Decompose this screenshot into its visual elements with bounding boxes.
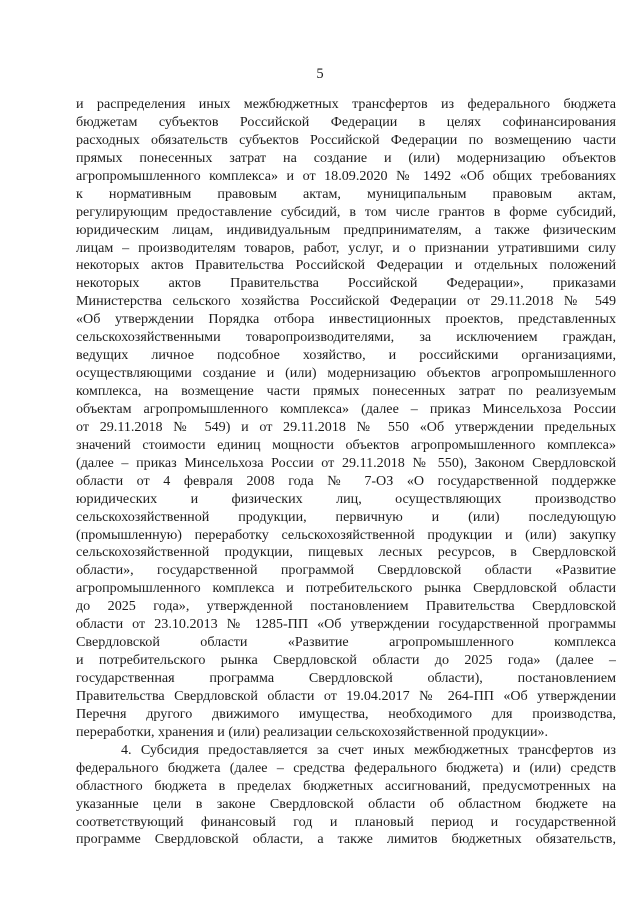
text-line: области от 23.10.2013 № 1285-ПП «Об утверждении государственной программы — [76, 616, 616, 633]
text-line: осуществляющими создание и (или) модернизацию объектов агропромышленного — [76, 365, 616, 382]
text-line: «Об утверждении Порядка отбора инвестиционных проектов, представленных — [76, 311, 616, 328]
text-line: государственная программа Свердловской области), постановлением — [76, 670, 616, 686]
text-line: соответствующий финансовый год и плановый период и государственной — [76, 813, 616, 830]
text-line: сельскохозяйственной продукции, первичную и (или) последующую — [76, 508, 616, 525]
text-line: области», государственной программой Свердловской области «Развитие — [76, 562, 616, 579]
text-line: прямых понесенных затрат на создание и (или) модернизацию объектов — [76, 149, 616, 166]
text-line: федерального бюджета (далее – средства федерального бюджета) и (или) средств — [76, 759, 616, 776]
text-line: регулирующим предоставление субсидий, в том числе грантов в форме субсидий, — [76, 203, 616, 220]
text-line: области от 4 февраля 2008 года № 7-ОЗ «О государственной поддержке — [76, 472, 616, 489]
page-number: 5 — [316, 66, 324, 82]
text-line: комплекса, на возмещение части прямых понесенных затрат по реализуемым — [76, 383, 616, 399]
text-line: и распределения иных межбюджетных трансфертов из федерального бюджета — [76, 96, 616, 112]
text-line: юридических и физических лиц, осуществляющих производство — [76, 490, 616, 507]
text-line: объектам агропромышленного комплекса» (далее – приказ Минсельхоза России — [76, 400, 616, 417]
text-line: указанные цели в законе Свердловской области об областном бюджете на — [76, 795, 616, 812]
text-line: некоторых актов Правительства Российской Федерации и отдельных положений — [76, 257, 616, 274]
text-line: Перечня другого движимого имущества, необходимого для производства, — [76, 705, 616, 722]
text-line: ведущих личное подсобное хозяйство, и российскими организациями, — [76, 347, 616, 364]
text-line: и потребительского рынка Свердловской области до 2025 года» (далее – — [76, 652, 616, 669]
text-line: к нормативным правовым актам, муниципальным правовым актам, — [76, 185, 616, 202]
body-text — [76, 96, 616, 849]
text-line: Правительства Свердловской области от 19.04.2017 № 264-ПП «Об утверждении — [76, 687, 616, 704]
text-line: программе Свердловской области, а также лимитов бюджетных обязательств, — [76, 831, 616, 848]
text-line: (промышленную) переработку сельскохозяйственной продукции и (или) закупку — [76, 526, 616, 543]
text-line: до 2025 года», утвержденной постановлением Правительства Свердловской — [76, 598, 616, 615]
text-line: значений стоимости единиц мощности объектов агропромышленного комплекса» — [76, 436, 616, 453]
text-line: (далее – приказ Минсельхоза России от 29.11.2018 № 550), Законом Свердловской — [76, 454, 616, 471]
text-line: агропромышленного комплекса и потребительского рынка Свердловской области — [76, 580, 616, 597]
text-line: 4. Субсидия предоставляется за счет иных межбюджетных трансфертов из — [121, 741, 616, 758]
text-line: областного бюджета в пределах бюджетных ассигнований, предусмотренных на — [76, 777, 616, 794]
text-line: сельскохозяйственными товаропроизводителями, за исключением граждан, — [76, 329, 616, 346]
text-line: Министерства сельского хозяйства Российской Федерации от 29.11.2018 № 549 — [76, 293, 616, 310]
text-line: от 29.11.2018 № 549) и от 29.11.2018 № 550 «Об утверждении предельных — [76, 418, 616, 435]
text-line: юридическим лицам, индивидуальным предпринимателям, а также физическим — [76, 221, 616, 238]
text-line: расходных обязательств субъектов Российской Федерации по возмещению части — [76, 131, 616, 148]
text-line: лицам – производителям товаров, работ, услуг, и о признании утратившими силу — [76, 239, 616, 256]
text-line: переработки, хранения и (или) реализации сельскохозяйственной продукции». — [76, 723, 549, 740]
text-line: агропромышленного комплекса» и от 18.09.2020 № 1492 «Об общих требованиях — [76, 167, 616, 184]
text-line: сельскохозяйственной продукции, пищевых лесных ресурсов, в Свердловской — [76, 544, 616, 561]
text-line: Свердловской области «Развитие агропромышленного комплекса — [76, 634, 616, 651]
text-line: некоторых актов Правительства Российской Федерации», приказами — [76, 275, 616, 292]
text-line: бюджетам субъектов Российской Федерации в целях софинансирования — [76, 113, 616, 130]
